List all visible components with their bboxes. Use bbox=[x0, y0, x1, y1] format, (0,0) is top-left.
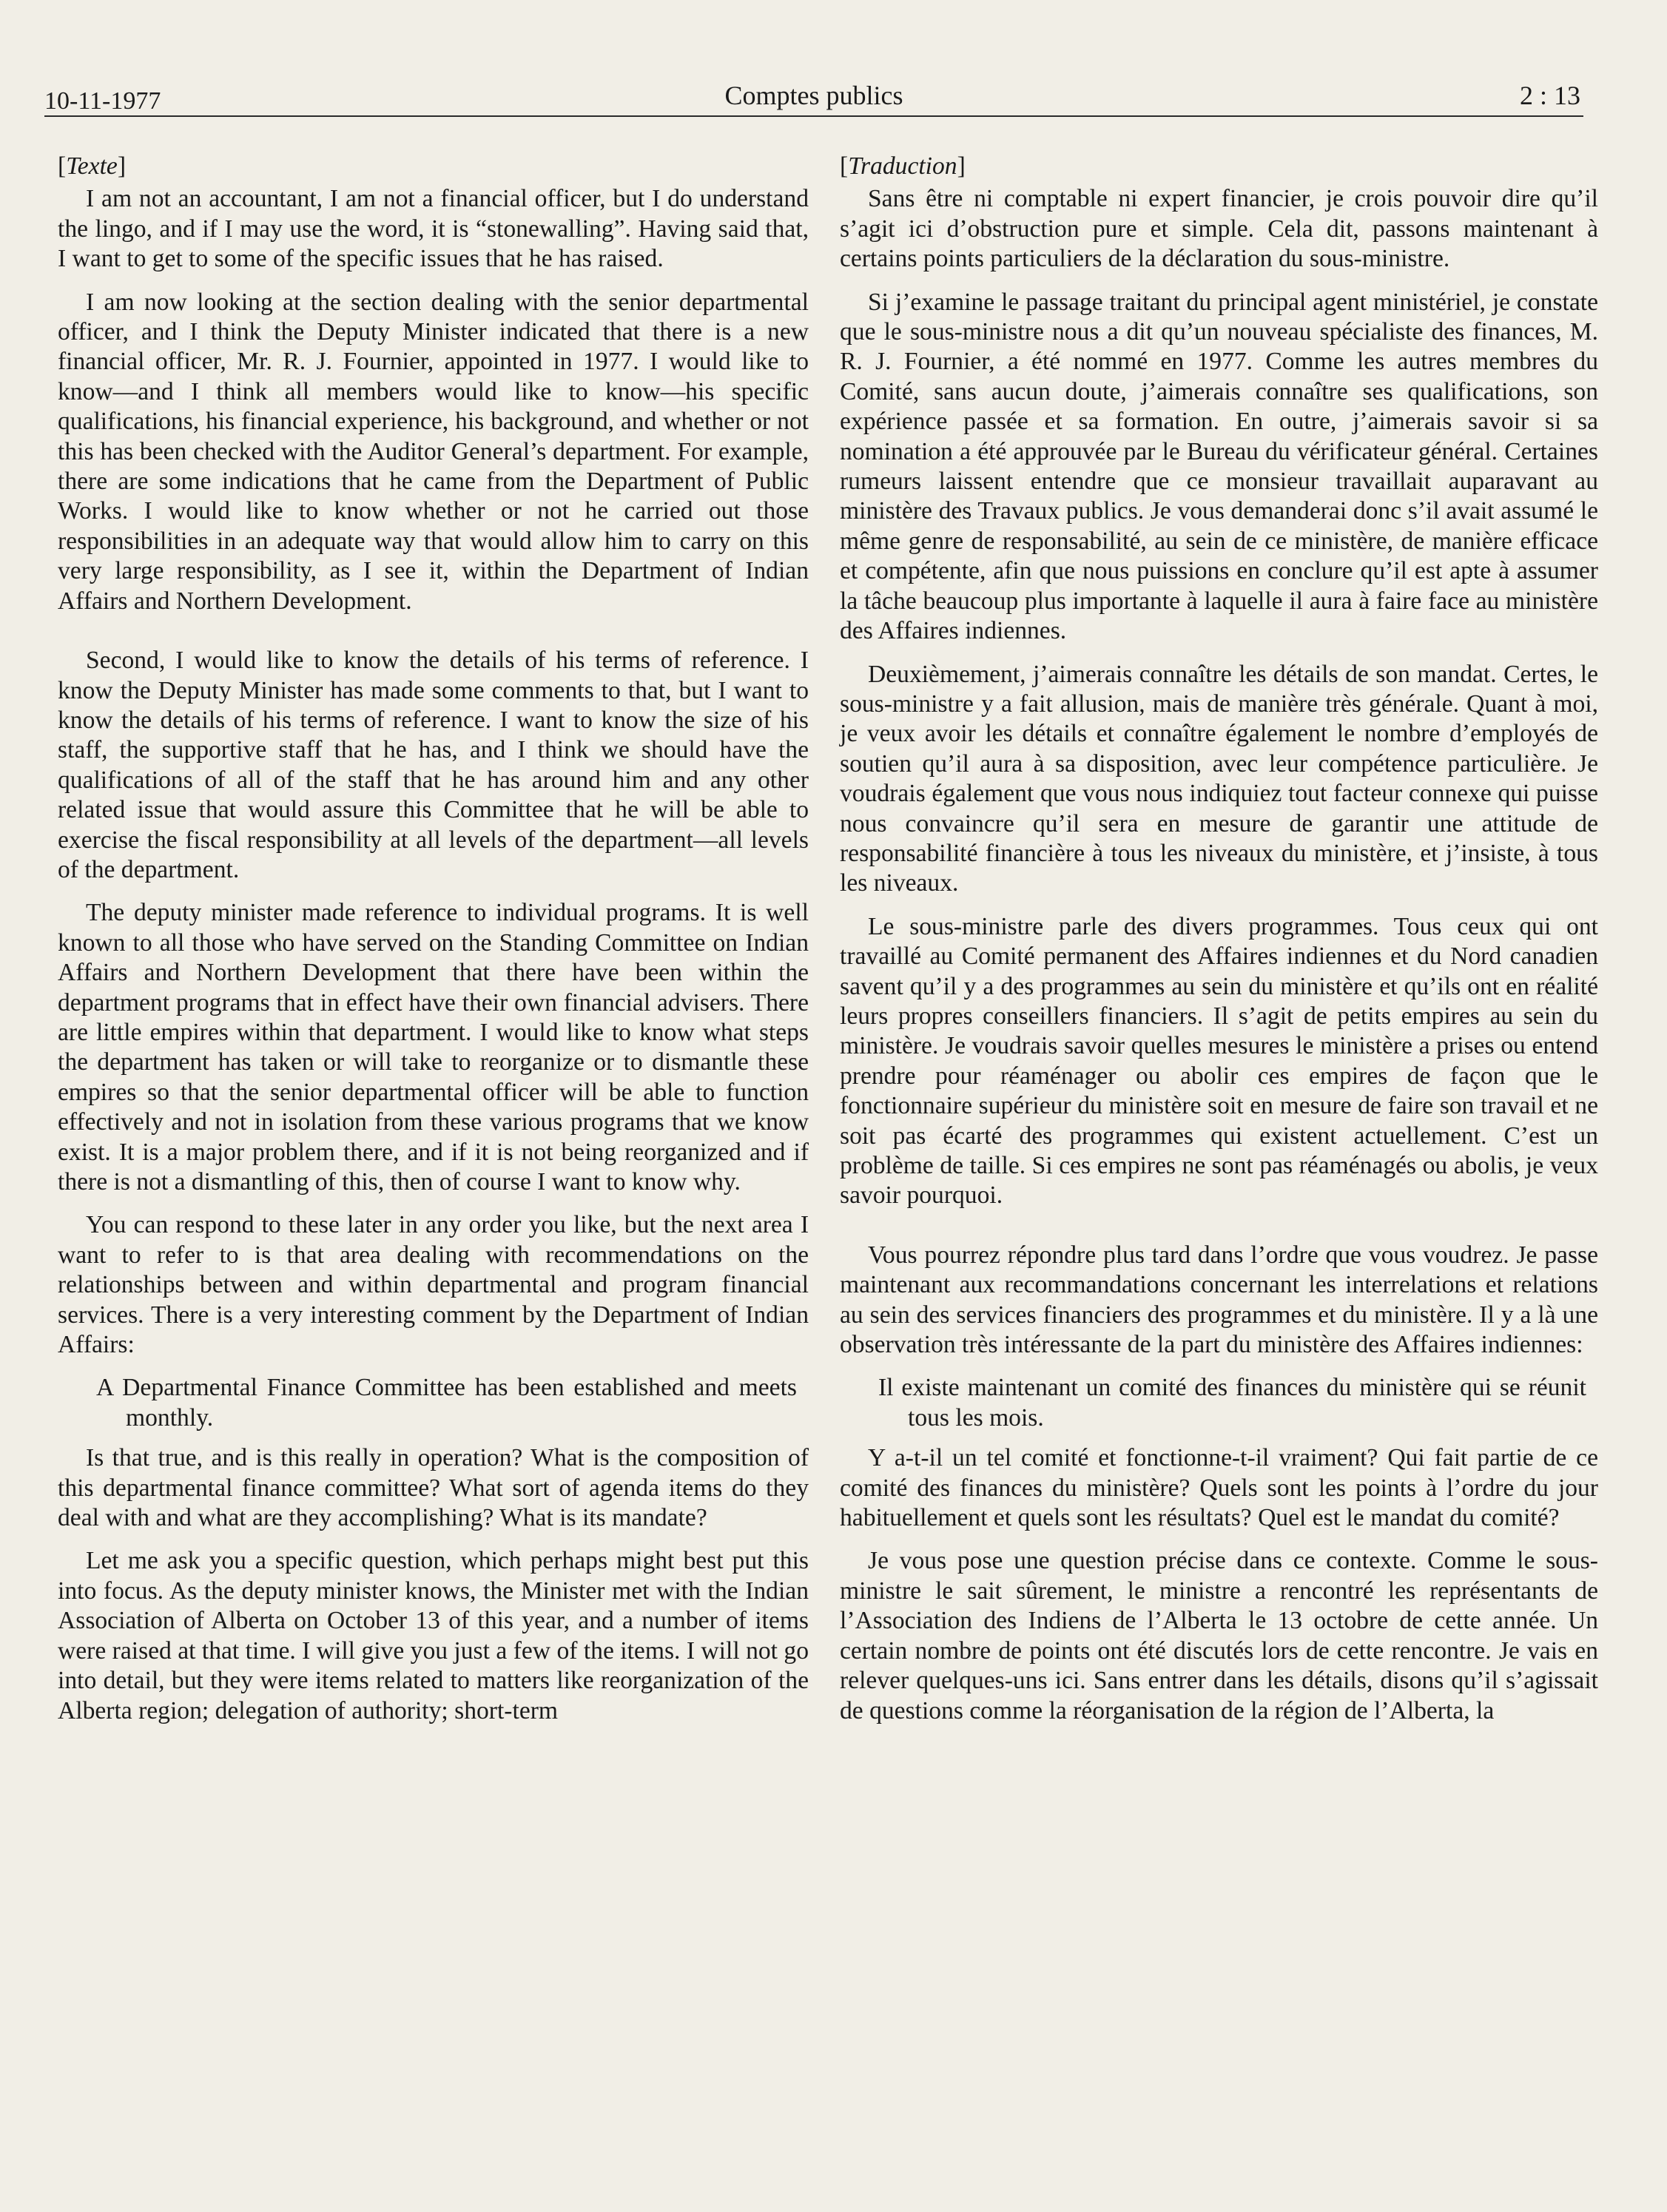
paragraph: I am not an accountant, I am not a financial officer, but I do understand the lingo, and if I may use the word, it is “stonewalling”. Having said that, I want to get to some of the specific issues that he has raised. bbox=[58, 185, 809, 273]
paragraph: Deuxièmement, j’aimerais connaître les détails de son mandat. Certes, le sous-ministre y a fait allusion, mais de manière très générale. Quant à moi, je veux avoir les détails et connaître également le nombre d’employés de soutien qu’il aura à sa disposition, avec leur compétence particulière. Je voudrais également que vous nous indiquiez tout facteur connexe qui puisse nous convaincre qu’il sera en mesure de garantir une attitude de responsabilité financière à tous les niveaux du ministère, et j’insiste, à tous les niveaux. bbox=[840, 660, 1598, 897]
paragraph: Second, I would like to know the details of his terms of reference. I know the Deputy Minister has made some comments to that, but I want to know the details of his terms of reference. I want to know the size of his staff, the supportive staff that he has, and I think we should have the qualifications of all of the staff that he has around him and any other related issue that would assure this Committee that he will be able to exercise the fiscal responsibility at all levels of the department—all levels of the department. bbox=[58, 647, 809, 883]
right-column-french bbox=[840, 152, 1598, 1739]
paragraph: Je vous pose une question précise dans ce contexte. Comme le sous-ministre le sait sûrement, le ministre a rencontré les représentants de l’Association des Indiens de l’Alberta le 13 octobre de cette année. Un certain nombre de points ont été discutés lors de cette rencontre. Je vais en relever quelques-uns ici. Sans entrer dans les détails, disons qu’il s’agissait de questions comme la réorganisation de la région de l’Alberta, la bbox=[840, 1547, 1598, 1724]
block-quote: A Departmental Finance Committee has been established and meets monthly. bbox=[96, 1374, 797, 1432]
paragraph: Sans être ni comptable ni expert financier, je crois pouvoir dire qu’il s’agit ici d’obstruction pure et simple. Cela dit, passons maintenant à certains points particuliers de la déclaration du sous-ministre. bbox=[840, 185, 1598, 273]
language-marker-text: [Texte] bbox=[58, 152, 127, 180]
paragraph: Le sous-ministre parle des divers programmes. Tous ceux qui ont travaillé au Comité permanent des Affaires indiennes et du Nord canadien savent qu’il y a des programmes au sein du ministère et qu’ils ont en réalité leurs propres conseillers financiers. Il s’agit de petits empires au sein du ministère. Je voudrais savoir quelles mesures le ministère a prises ou entend prendre pour réaménager ou abolir ces empires de façon que le fonctionnaire supérieur du ministère soit en mesure de faire son travail et ne soit pas écarté des programmes qui existent actuellement. C’est un problème de taille. Si ces empires ne sont pas réaménagés ou abolis, je veux savoir pourquoi. bbox=[840, 912, 1598, 1210]
paragraph: You can respond to these later in any order you like, but the next area I want to refer to is that area dealing with recommendations on the relationships between and within departmental and program financial services. There is a very interesting comment by the Department of Indian Affairs: bbox=[58, 1211, 809, 1359]
header-page-number: 2 : 13 bbox=[1519, 81, 1580, 110]
page-header bbox=[44, 74, 1583, 117]
paragraph: Let me ask you a specific question, which perhaps might best put this into focus. As the deputy minister knows, the Minister met with the Indian Association of Alberta on October 13 of this year, and a number of items were raised at that time. I will give you just a few of the items. I will not go into detail, but they were items related to matters like reorganization of the Alberta region; delegation of authority; short-term bbox=[58, 1547, 809, 1724]
left-column-english bbox=[58, 152, 809, 1739]
paragraph: Y a-t-il un tel comité et fonctionne-t-il vraiment? Qui fait partie de ce comité des finances du ministère? Quels sont les points à l’ordre du jour habituellement et quels sont les résultats? Quel est le mandat du comité? bbox=[840, 1444, 1598, 1532]
header-title: Comptes publics bbox=[724, 81, 903, 110]
paragraph: I am now looking at the section dealing with the senior departmental officer, and I think the Deputy Minister indicated that there is a new financial officer, Mr. R. J. Fournier, appointed in 1977. I would like to know—and I think all members would like to know—his specific qualifications, his financial experience, his background, and whether or not this has been checked with the Auditor General’s department. For example, there are some indications that he came from the Department of Public Works. I would like to know whether or not he carried out those responsibilities in an adequate way that would allow him to carry on this very large responsibility, as I see it, within the Department of Indian Affairs and Northern Development. bbox=[58, 288, 809, 615]
paragraph: Si j’examine le passage traitant du principal agent ministériel, je constate que le sous-ministre nous a dit qu’un nouveau spécialiste des finances, M. R. J. Fournier, a été nommé en 1977. Comme les autres membres du Comité, sans aucun doute, j’aimerais connaître ses qualifications, son expérience passée et sa formation. En outre, j’aimerais savoir si sa nomination a été approuvée par le Bureau du vérificateur général. Certaines rumeurs laissent entendre que ce monsieur travaillait auparavant au ministère des Travaux publics. Je vous demanderai donc s’il avait assumé le même genre de responsabilité, au sein de ce ministère, de manière efficace et compétente, afin que nous puissions en conclure qu’il est apte à assumer la tâche beaucoup plus importante à laquelle il aura à faire face au ministère des Affaires indiennes. bbox=[840, 288, 1598, 645]
header-date: 10-11-1977 bbox=[44, 87, 161, 115]
paragraph: Is that true, and is this really in operation? What is the composition of this departmental finance committee? What sort of agenda items do they deal with and what are they accomplishing? What is its mandate? bbox=[58, 1444, 809, 1532]
paragraph: The deputy minister made reference to individual programs. It is well known to all those who have served on the Standing Committee on Indian Affairs and Northern Development that there have been within the department programs that in effect have their own financial advisers. There are little empires within that department. I would like to know what steps the department has taken or will take to reorganize or to dismantle these empires so that the senior departmental officer will be able to function effectively and not in isolation from these various programs that we know exist. It is a major problem there, and if it is not being reorganized and if there is not a dismantling of this, then of course I want to know why. bbox=[58, 899, 809, 1196]
block-quote: Il existe maintenant un comité des finances du ministère qui se réunit tous les mois. bbox=[878, 1374, 1586, 1432]
language-marker-traduction: [Traduction] bbox=[840, 152, 966, 180]
paragraph: Vous pourrez répondre plus tard dans l’ordre que vous voudrez. Je passe maintenant aux recommandations concernant les interrelations et relations au sein des services financiers des programmes et du ministère. Il y a là une observation très intéressante de la part du ministère des Affaires indiennes: bbox=[840, 1241, 1598, 1359]
